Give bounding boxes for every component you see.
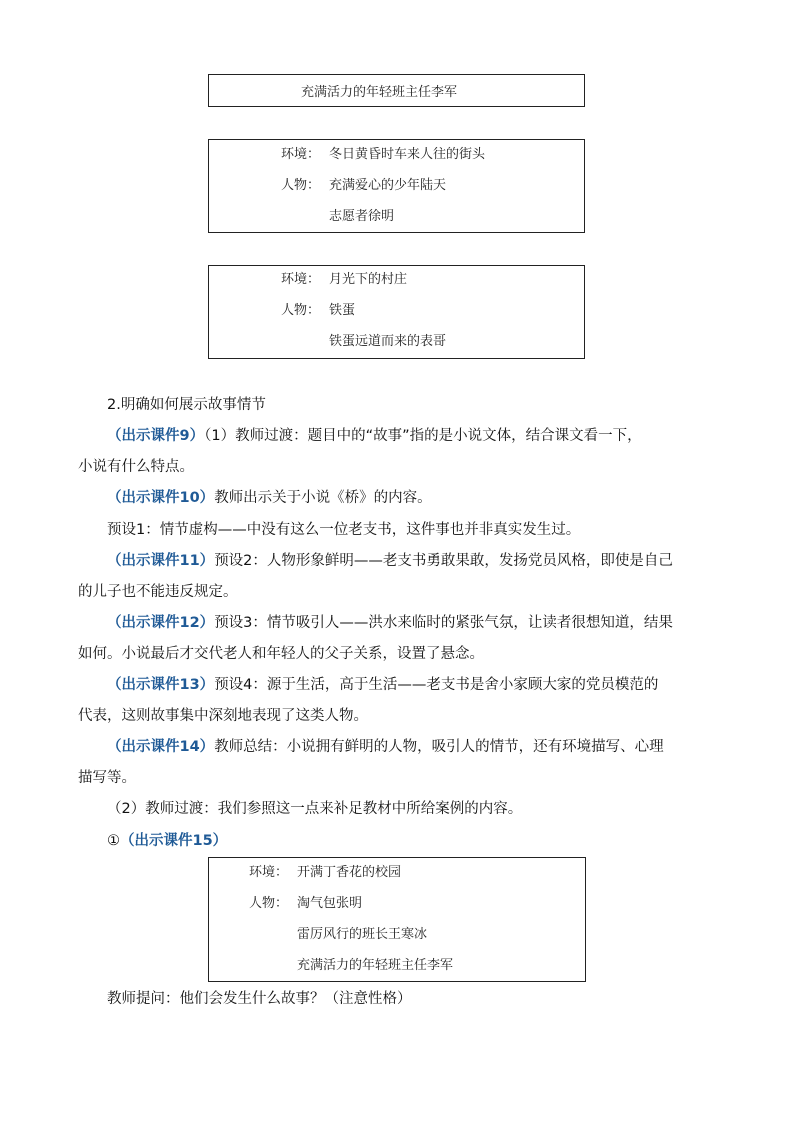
para1-text-a: （1）教师过渡：题目中的“故事”指的是小说文体，结合课文看一下， [204, 428, 642, 444]
box2-char-label: 人物： [281, 178, 321, 193]
courseware-tag: （出示课件12） [107, 615, 215, 631]
courseware-tag: （出示课件10） [107, 490, 215, 506]
box2-char-value-1: 充满爱心的少年陆天 [329, 178, 447, 193]
para7-text-a: 教师总结：小说拥有鲜明的人物，吸引人的情节，还有环境描写、心理 [214, 739, 664, 755]
text-box-4 [208, 857, 586, 982]
para3: 预设1：情节虚构——中没有这么一位老支书，这件事也并非真实发生过。 [107, 522, 581, 538]
courseware-tag: （出示课件11） [107, 553, 215, 569]
box4-env-value: 开满丁香花的校园 [297, 865, 402, 880]
box4-char-value-2: 雷厉风行的班长王寒冰 [297, 927, 428, 942]
circled-number: ① [107, 833, 120, 849]
courseware-tag: （出示课件9） [107, 428, 205, 444]
para7-line2: 描写等。 [78, 770, 136, 786]
para5-line1 [107, 611, 673, 632]
text-box-2 [208, 139, 585, 233]
section-heading: 2.明确如何展示故事情节 [107, 397, 266, 413]
box2-env-value: 冬日黄昏时车来人往的街头 [329, 147, 486, 162]
para6-text-a: 预设4：源于生活，高于生活——老支书是舍小家顾大家的党员模范的 [214, 677, 659, 693]
courseware-tag: （出示课件14） [107, 739, 215, 755]
para2 [107, 486, 432, 507]
para1-line2: 小说有什么特点。 [78, 459, 194, 475]
para4-line2: 的儿子也不能违反规定。 [78, 584, 238, 600]
box2-env-label: 环境： [281, 147, 321, 162]
para2-text: 教师出示关于小说《桥》的内容。 [214, 490, 432, 506]
courseware-tag: （出示课件13） [107, 677, 215, 693]
para6-line1 [107, 673, 658, 694]
courseware-tag: （出示课件15） [120, 833, 228, 849]
para4-text-a: 预设2：人物形象鲜明——老支书勇敢果敢，发扬党员风格，即使是自己 [214, 553, 673, 569]
para8: （2）教师过渡：我们参照这一点来补足教材中所给案例的内容。 [107, 801, 523, 817]
para10: 教师提问：他们会发生什么故事？（注意性格） [107, 991, 412, 1007]
box1-line: 充满活力的年轻班主任李军 [301, 85, 458, 100]
para7-line1 [107, 735, 664, 756]
para6-line2: 代表，这则故事集中深刻地表现了这类人物。 [78, 708, 368, 724]
box4-char-value-1: 淘气包张明 [297, 896, 363, 911]
box3-char-value-2: 铁蛋远道而来的表哥 [329, 334, 447, 349]
box3-env-value: 月光下的村庄 [329, 272, 408, 287]
box4-char-value-3: 充满活力的年轻班主任李军 [297, 958, 454, 973]
box3-env-label: 环境： [281, 272, 321, 287]
box4-char-label: 人物： [249, 896, 289, 911]
para5-text-a: 预设3：情节吸引人——洪水来临时的紧张气氛，让读者很想知道，结果 [214, 615, 673, 631]
para4-line1 [107, 549, 673, 570]
box3-char-value-1: 铁蛋 [329, 303, 356, 318]
para5-line2: 如何。小说最后才交代老人和年轻人的父子关系，设置了悬念。 [78, 646, 484, 662]
para9 [107, 829, 227, 850]
text-box-3 [208, 265, 585, 359]
box2-char-value-2: 志愿者徐明 [329, 209, 395, 224]
box4-env-label: 环境： [249, 865, 289, 880]
para1-line1 [107, 424, 642, 445]
text-box-1 [208, 74, 585, 107]
box3-char-label: 人物： [281, 303, 321, 318]
